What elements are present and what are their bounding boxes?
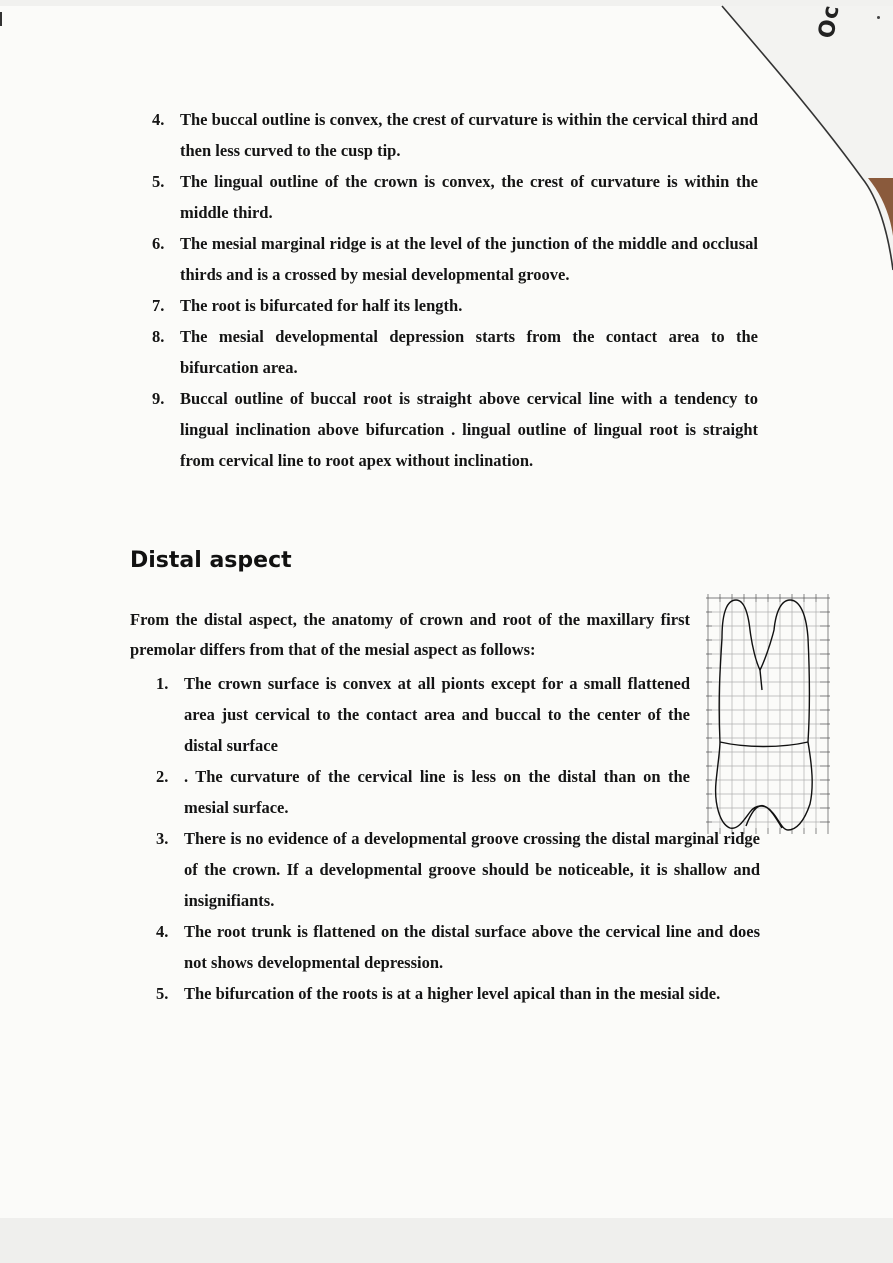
list-item xyxy=(156,916,760,978)
list-number: 6. xyxy=(152,234,165,253)
list-number: 9. xyxy=(152,389,165,408)
list-text: There is no evidence of a developmental groove crossing the distal marginal ridge of the crown. If a developmental groove should be noticeable, it is shallow and insignifiants. xyxy=(184,829,760,910)
list-number: 8. xyxy=(152,327,165,346)
list-number: 2. xyxy=(156,767,169,786)
list-text: The buccal outline is convex, the crest of curvature is within the cervical third and then less curved to the cusp tip. xyxy=(180,110,758,160)
scan-bottom-margin xyxy=(0,1218,893,1263)
corner-mark xyxy=(877,16,880,19)
list-text: The mesial marginal ridge is at the level of the junction of the middle and occlusal thirds and is a crossed by mesial developmental groove. xyxy=(180,234,758,284)
corner-text: Oc xyxy=(814,2,845,41)
numbered-list-top xyxy=(152,104,758,476)
list-item xyxy=(156,978,760,1009)
numbered-list-bottom xyxy=(156,668,760,1009)
list-item xyxy=(156,823,760,916)
list-item xyxy=(152,383,758,476)
list-text: The root trunk is flattened on the distal surface above the cervical line and does not shows developmental depression. xyxy=(184,922,760,972)
list-item xyxy=(152,104,758,166)
list-number: 5. xyxy=(156,984,169,1003)
list-text: . The curvature of the cervical line is less on the distal than on the mesial surface. xyxy=(184,767,690,817)
list-number: 4. xyxy=(156,922,169,941)
list-text: The mesial developmental depression starts from the contact area to the bifurcation area. xyxy=(180,327,758,377)
section-heading: Distal aspect xyxy=(130,548,292,573)
list-text: Buccal outline of buccal root is straight above cervical line with a tendency to lingual inclination above bifurcation . lingual outline of lingual root is straight from cervical line to root apex without inclination. xyxy=(180,389,758,470)
list-item xyxy=(152,166,758,228)
section-intro: From the distal aspect, the anatomy of crown and root of the maxillary first premolar differs from that of the mesial aspect as follows: xyxy=(130,610,690,659)
list-number: 3. xyxy=(156,829,169,848)
list-number: 5. xyxy=(152,172,165,191)
list-text: The bifurcation of the roots is at a higher level apical than in the mesial side. xyxy=(184,984,721,1003)
list-number: 4. xyxy=(152,110,165,129)
list-item xyxy=(156,668,690,761)
list-item xyxy=(152,290,758,321)
list-text: The lingual outline of the crown is convex, the crest of curvature is within the middle third. xyxy=(180,172,758,222)
list-text: The crown surface is convex at all pionts except for a small flattened area just cervical to the contact area and buccal to the center of the distal surface xyxy=(184,674,690,755)
list-number: 7. xyxy=(152,296,165,315)
list-item xyxy=(156,761,690,823)
list-item xyxy=(152,228,758,290)
list-number: 1. xyxy=(156,674,169,693)
list-item xyxy=(152,321,758,383)
list-text: The root is bifurcated for half its length. xyxy=(180,296,463,315)
